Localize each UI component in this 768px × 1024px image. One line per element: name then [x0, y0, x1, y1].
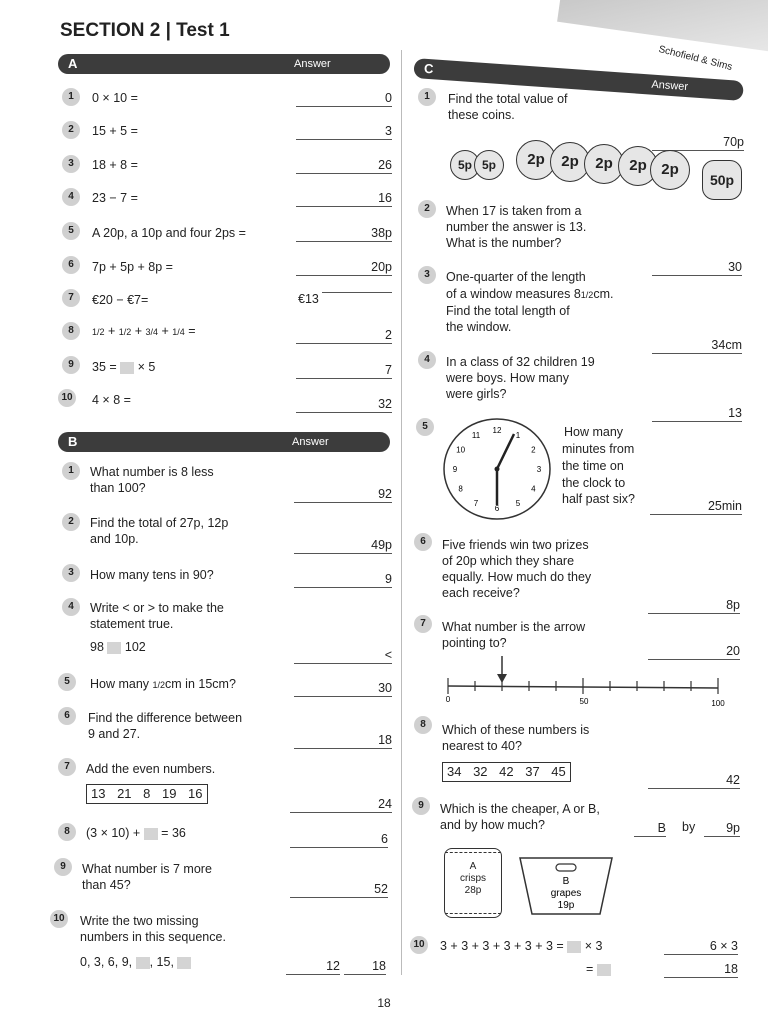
equation-left: (3 × 10) + — [86, 826, 141, 840]
coin-2p: 2p — [516, 140, 556, 180]
question-number: 10 — [58, 389, 76, 407]
question-text-line1: How many tens in 90? — [90, 568, 214, 582]
comparison-left: 98 — [90, 640, 104, 654]
question-number: 4 — [418, 351, 436, 369]
question-number: 1 — [62, 462, 80, 480]
question-text: A 20p, a 10p and four 2ps = — [92, 226, 246, 240]
question-text-line3: were girls? — [446, 387, 507, 401]
question-number: 6 — [62, 256, 80, 274]
answer-line[interactable]: 30 — [652, 259, 742, 276]
clock-number: 3 — [536, 465, 542, 474]
sequence-start: 0, 3, 6, 9, — [80, 955, 133, 969]
question-text-line3: the time on — [562, 459, 624, 473]
question-number: 6 — [414, 533, 432, 551]
question-number: 7 — [62, 289, 80, 307]
question-number: 2 — [418, 200, 436, 218]
bag-price: 19p — [557, 900, 575, 911]
fraction-sum: 1/2 + 1/2 + 3/4 + 1/4 = — [92, 324, 196, 338]
answer-line[interactable]: 49p — [294, 537, 392, 554]
blank-box[interactable] — [177, 957, 191, 969]
question-text: 15 + 5 = — [92, 124, 138, 138]
question-text-line2: 9 and 27. — [88, 727, 141, 741]
answer-label: Answer — [292, 436, 329, 448]
text-part: How many — [90, 677, 150, 691]
fraction: 1/4 — [172, 326, 185, 337]
section-letter: A — [68, 56, 78, 71]
question-number: 6 — [58, 707, 76, 725]
equals-sign: = — [586, 962, 594, 976]
clock-center — [495, 467, 500, 472]
crisps-bag — [444, 848, 502, 918]
answer-line[interactable]: < — [294, 647, 392, 664]
question-number: 1 — [62, 88, 80, 106]
coin-5p: 5p — [450, 150, 480, 180]
question-text-line4: each receive? — [442, 586, 520, 600]
blank-box[interactable] — [120, 362, 134, 374]
equation-right: = 36 — [161, 826, 186, 840]
question-number: 7 — [414, 615, 432, 633]
question-text-line2: number the answer is 13. — [446, 220, 587, 234]
question-number: 9 — [62, 356, 80, 374]
question-number: 5 — [62, 222, 80, 240]
question-text-line2: statement true. — [90, 617, 174, 631]
clock-number: 12 — [492, 426, 502, 435]
clock-number: 5 — [515, 498, 521, 508]
question-text-line1: What number is 8 less — [90, 465, 214, 479]
question-text-line1: In a class of 32 children 19 — [446, 355, 595, 369]
answer-line-2[interactable]: 18 — [664, 961, 738, 978]
question-text-line4: the window. — [446, 320, 512, 334]
question-text-line2: of 20p which they share — [442, 554, 575, 568]
question-text-line1: When 17 is taken from a — [446, 204, 582, 218]
question-text-line2: than 100? — [90, 481, 146, 495]
coin-5p: 5p — [474, 150, 504, 180]
equation-left: 35 = — [92, 360, 117, 374]
page-title: SECTION 2 | Test 1 — [60, 20, 230, 41]
question-text-line3: equally. How much do they — [442, 570, 592, 584]
answer-line[interactable]: 9 — [294, 571, 392, 588]
answer-line[interactable]: 2 — [296, 327, 392, 344]
answer-line[interactable]: 7 — [296, 362, 392, 379]
answer-line-1[interactable]: 12 — [286, 958, 340, 975]
question-text-line4: the clock to — [562, 476, 626, 490]
question-number: 9 — [54, 858, 72, 876]
question-text-line1: Find the difference between — [88, 711, 243, 725]
arrow-head — [497, 674, 507, 683]
answer-line-1[interactable]: B — [634, 820, 666, 837]
clock-number: 6 — [494, 504, 500, 513]
answer-line[interactable]: 30 — [294, 680, 392, 697]
comparison-right: 102 — [124, 640, 146, 654]
question-number: 3 — [418, 266, 436, 284]
question-text-line1: Which of these numbers is — [442, 723, 590, 737]
answer-line-1[interactable]: 6 × 3 — [664, 938, 738, 955]
answer-label: Answer — [651, 78, 689, 94]
question-text-line1: Find the total value of — [448, 92, 568, 106]
question-number: 4 — [62, 598, 80, 616]
answer-line[interactable]: 16 — [296, 190, 392, 207]
clock-number: 7 — [473, 498, 479, 508]
text-part: of a window measures 8 — [446, 287, 581, 301]
question-text-line3: Find the total length of — [446, 304, 570, 318]
section-b-header — [58, 432, 390, 452]
answer-line[interactable]: 6 — [290, 831, 388, 848]
question-text-line3: What is the number? — [446, 236, 562, 250]
blank-box[interactable] — [136, 957, 150, 969]
answer-line[interactable]: 20 — [648, 643, 740, 660]
question-text-line1: Write the two missing — [80, 914, 199, 928]
question-text-line2 — [586, 961, 611, 977]
answer-line[interactable]: 34cm — [652, 337, 742, 354]
question-text — [440, 938, 602, 954]
question-text-line1: What number is the arrow — [442, 620, 586, 634]
bag-item: grapes — [550, 888, 582, 899]
clock-number: 10 — [456, 445, 466, 455]
coin-2p: 2p — [584, 144, 624, 184]
question-number: 8 — [414, 716, 432, 734]
publisher-mark: Schofield & Sims — [657, 44, 734, 73]
question-text: 7p + 5p + 8p = — [92, 260, 173, 274]
clock-face — [440, 416, 554, 522]
question-text-line2: and by how much? — [440, 818, 545, 832]
comparison — [90, 639, 146, 655]
tick-label-0: 0 — [445, 695, 451, 704]
question-text-line2: minutes from — [562, 442, 635, 456]
blank-box[interactable] — [567, 941, 581, 953]
bag-item: crisps — [459, 873, 487, 884]
answer-line[interactable]: 13 — [652, 405, 742, 422]
question-text-line1: Write < or > to make the — [90, 601, 224, 615]
bag-seal-top — [445, 847, 501, 853]
question-number: 2 — [62, 121, 80, 139]
question-number: 8 — [58, 823, 76, 841]
question-text-line1: What number is 7 more — [82, 862, 212, 876]
fraction: 1/2 — [152, 679, 166, 690]
question-number: 3 — [62, 155, 80, 173]
tick-label-50: 50 — [579, 697, 589, 706]
question-number: 3 — [62, 564, 80, 582]
question-number: 1 — [418, 88, 436, 106]
fraction: 1/2 — [92, 326, 105, 337]
text-part: cm. — [593, 287, 614, 301]
number-box: 34 32 42 37 45 — [442, 762, 571, 782]
bag-label: B — [562, 876, 570, 887]
blank-box[interactable] — [144, 828, 158, 840]
answer-line-2[interactable]: 18 — [344, 958, 386, 975]
question-text-line1: Which is the cheaper, A or B, — [440, 802, 600, 816]
section-a-header — [58, 54, 390, 74]
question-text-line2: were boys. How many — [446, 371, 569, 385]
clock-number: 2 — [531, 445, 536, 455]
answer-line[interactable]: 0 — [296, 90, 392, 107]
section-letter: B — [68, 434, 78, 449]
question-text: 18 + 8 = — [92, 158, 138, 172]
question-text: 23 − 7 = — [92, 191, 138, 205]
question-text-line2 — [446, 286, 613, 302]
question-text: 4 × 8 = — [92, 393, 131, 407]
number-box: 13 21 8 19 16 — [86, 784, 208, 804]
question-text-line1: Five friends win two prizes — [442, 538, 589, 552]
fraction: 1/2 — [118, 326, 132, 337]
question-text-line2: these coins. — [448, 108, 515, 122]
question-number: 10 — [410, 936, 428, 954]
answer-line[interactable]: 25min — [650, 498, 742, 515]
answer-line[interactable]: 92 — [294, 486, 392, 503]
text-part: cm in 15cm? — [165, 677, 236, 691]
blank-box[interactable] — [597, 964, 611, 976]
clock-number: 1 — [515, 431, 521, 441]
answer-line[interactable]: 26 — [296, 157, 392, 174]
question-number: 2 — [62, 513, 80, 531]
blank-box[interactable] — [107, 642, 121, 654]
question-text-line2: numbers in this sequence. — [80, 930, 226, 944]
question-number: 10 — [50, 910, 68, 928]
clock-number: 9 — [452, 465, 458, 474]
fraction: 3/4 — [145, 326, 159, 337]
answer-line[interactable]: 42 — [648, 772, 740, 789]
question-text-line2: pointing to? — [442, 636, 507, 650]
question-number: 5 — [416, 418, 434, 436]
question-text-line1: One-quarter of the length — [446, 270, 586, 284]
question-text — [90, 676, 236, 692]
answer-line-2[interactable]: 9p — [704, 820, 740, 837]
answer-line[interactable] — [322, 292, 392, 293]
question-text — [92, 359, 155, 375]
grapes-bag — [516, 852, 616, 918]
question-number: 7 — [58, 758, 76, 776]
question-text: 0 × 10 = — [92, 91, 138, 105]
question-text-line2: and 10p. — [90, 532, 139, 546]
section-letter: C — [423, 60, 434, 77]
answer-prefix: €13 — [298, 292, 319, 306]
clock-number: 8 — [458, 484, 463, 494]
answer-line[interactable]: 70p — [652, 134, 744, 151]
answer-line[interactable]: 18 — [294, 732, 392, 749]
clock-number: 4 — [531, 484, 536, 494]
question-number: 9 — [412, 797, 430, 815]
coin-2p: 2p — [650, 150, 690, 190]
tick-label-100: 100 — [711, 699, 725, 708]
question-number: 8 — [62, 322, 80, 340]
answer-line[interactable]: 8p — [648, 597, 740, 614]
answer-label: Answer — [294, 58, 331, 70]
question-text-line2: nearest to 40? — [442, 739, 522, 753]
answer-line[interactable]: 32 — [296, 396, 392, 413]
bag-price: 28p — [464, 885, 482, 896]
answer-line[interactable]: 3 — [296, 123, 392, 140]
question-text-line1: Add the even numbers. — [86, 762, 216, 776]
coin-2p: 2p — [618, 146, 658, 186]
answer-line[interactable]: 52 — [290, 881, 388, 898]
page-number: 18 — [377, 996, 391, 1010]
question-number: 4 — [62, 188, 80, 206]
question-text — [86, 825, 186, 841]
clock-number: 11 — [471, 431, 481, 441]
bag-seal-bottom — [445, 913, 501, 919]
column-divider — [401, 50, 402, 975]
answer-line[interactable]: 38p — [296, 225, 392, 242]
question-text-line1: How many — [564, 425, 624, 439]
sequence — [80, 954, 191, 970]
answer-line[interactable]: 24 — [290, 796, 392, 813]
number-line — [436, 652, 736, 714]
question-text: €20 − €7= — [92, 293, 149, 307]
answer-line[interactable]: 20p — [296, 259, 392, 276]
coin-50p: 50p — [702, 160, 742, 200]
by-label: by — [682, 820, 696, 834]
question-text-line1: Find the total of 27p, 12p — [90, 516, 229, 530]
question-text-line5: half past six? — [562, 492, 635, 506]
question-number: 5 — [58, 673, 76, 691]
equation-right: × 3 — [584, 939, 603, 953]
fraction: 1/2 — [580, 289, 594, 300]
equation-left: 3 + 3 + 3 + 3 + 3 + 3 = — [440, 939, 564, 953]
equation-right: × 5 — [137, 360, 156, 374]
coin-2p: 2p — [550, 142, 590, 182]
sequence-middle: , 15, — [149, 955, 174, 969]
question-text-line2: than 45? — [82, 878, 131, 892]
bag-label: A — [469, 861, 477, 872]
